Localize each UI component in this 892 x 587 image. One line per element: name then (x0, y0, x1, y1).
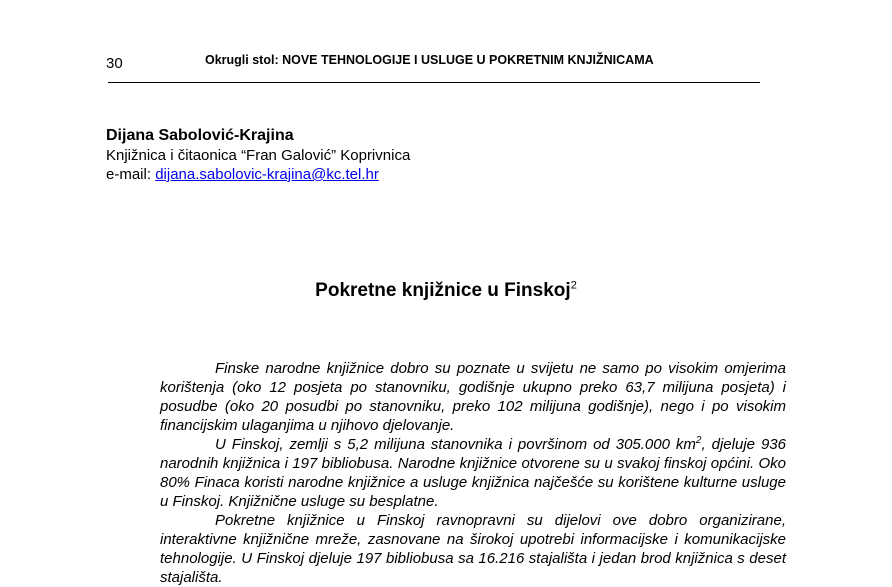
email-link[interactable]: dijana.sabolovic-krajina@kc.tel.hr (155, 166, 379, 183)
article-title-text: Pokretne knjižnice u Finskoj (315, 280, 571, 301)
paragraph-2-start: U Finskoj, zemlji s 5,2 milijuna stanovnika i površinom od 305.000 km (215, 436, 696, 453)
email-label: e-mail: (106, 166, 156, 183)
footnote-reference[interactable]: 2 (570, 279, 577, 292)
article-body (160, 359, 786, 587)
running-header: Okrugli stol: NOVE TEHNOLOGIJE I USLUGE U POKRETNIM KNJIŽNICAMA (205, 53, 654, 67)
author-affiliation: Knjižnica i čitaonica “Fran Galović” Koprivnica (106, 146, 411, 164)
author-block (106, 126, 410, 185)
superscript-exponent: 2 (695, 435, 702, 446)
author-name: Dijana Sabolović-Krajina (106, 127, 294, 144)
header-divider (108, 82, 760, 83)
paragraph-3: Pokretne knjižnice u Finskoj ravnopravni su dijelovi ove dobro organizirane, interaktivne knjižnične mreže, zasnovane na širokoj upotrebi informacijske i komunikacijske tehnologije. U Finskoj djeluje 197 bibliobusa sa 16.216 stajališta i jedan brod knjižnica s deset stajališta. (160, 512, 786, 586)
paragraph-2 (160, 435, 786, 511)
article-title (0, 280, 892, 302)
page-number: 30 (106, 55, 123, 72)
paragraph-2-end: , djeluje 936 narodnih knjižnica i 197 bibliobusa. Narodne knjižnice otvorene su u svakoj finskoj općini. Oko 80% Finaca koristi narodne knjižnice a usluge knjižnica najčešće su korištene kulturne usluge u Finskoj. Knjižnične usluge su besplatne. (160, 436, 786, 510)
paragraph-1: Finske narodne knjižnice dobro su poznate u svijetu ne samo po visokim omjerima korištenja (oko 12 posjeta po stanovniku, godišnje ukupno preko 63,7 milijuna posjeta) i posudbe (oko 20 posudbi po stanovniku, preko 102 milijuna godišnje), nego i po visokim financijskim ulaganjima u njihovo djelovanje. (160, 360, 786, 434)
author-email-line (106, 165, 410, 185)
